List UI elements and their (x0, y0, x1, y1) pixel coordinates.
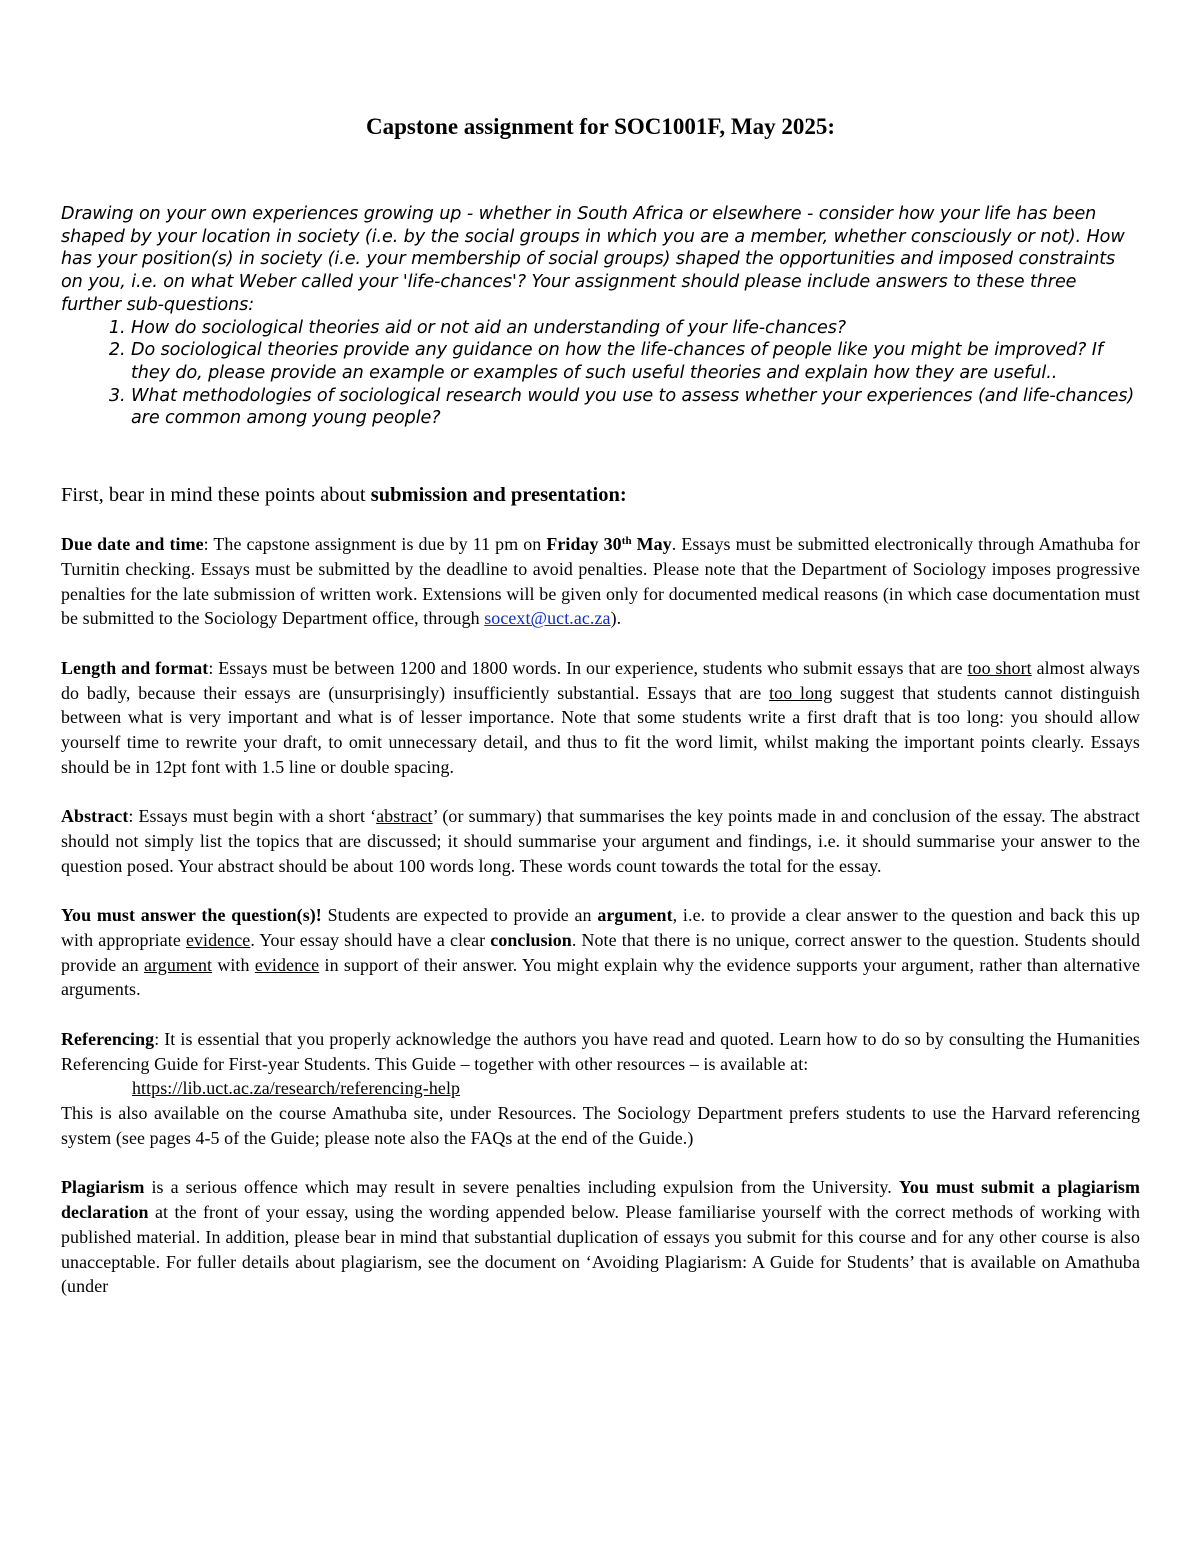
referencing-paragraph (61, 1027, 1140, 1151)
assignment-prompt (61, 203, 1140, 430)
abstract-text-2: ’ (or summary) that summarises the key points made in and conclusion of the essay. The abstract should not simply list the topics that are discussed; it should summarise your argument and findings, i.e. it should summarise your answer to the question posed. Your abstract should be about 100 words long. These words count towards the total for the essay. (61, 806, 1140, 876)
due-text-3: ). (610, 608, 622, 629)
answer-text-3: . Your essay should have a clear (250, 929, 491, 950)
conclusion-bold: conclusion (490, 929, 572, 950)
plagiarism-paragraph (61, 1175, 1140, 1299)
referencing-help-link[interactable]: https://lib.uct.ac.za/research/referencing-help (132, 1078, 461, 1099)
referencing-text-2: This is also available on the course Amathuba site, under Resources. The Sociology Department prefers students to use the Harvard referencing system (see pages 4-5 of the Guide; please note also the FAQs at the end of the Guide.) (61, 1103, 1140, 1148)
evidence-underlined: evidence (185, 929, 251, 950)
evidence-underlined-2: evidence (254, 954, 320, 975)
argument-underlined: argument (144, 954, 213, 975)
answer-text-2: , i.e. to provide a clear answer to the question and back this up with appropriate (61, 905, 1141, 950)
due-text-1: : The capstone assignment is due by 11 pm on (203, 534, 547, 555)
email-link[interactable]: socext@uct.ac.za (484, 608, 611, 629)
prompt-intro: Drawing on your own experiences growing up - whether in South Africa or elsewhere - consider how your life has been shaped by your location in society (i.e. by the social groups in which you are a member, whether consciously or not). How has your position(s) in society (i.e. your membership of social groups) shaped the opportunities and imposed constraints on you, i.e. on what Weber called your 'life-chances'? Your assignment should please include answers to these three further sub-questions: (61, 204, 1125, 315)
abstract-text-1: : Essays must begin with a short ‘ (128, 806, 377, 827)
page-title: Capstone assignment for SOC1001F, May 2025: (366, 114, 835, 139)
argument-bold: argument (597, 905, 673, 926)
length-text-2: almost always do badly, because their essays are (unsurprisingly) insufficiently substantial. Essays that are (61, 657, 1140, 703)
sub-questions-list (61, 317, 1140, 431)
abstract-paragraph (61, 804, 1140, 878)
plagiarism-declaration-bold: You must submit a plagiarism declaration (61, 1177, 1140, 1223)
submission-intro (61, 482, 1140, 508)
length-format-paragraph (61, 656, 1140, 780)
plagiarism-heading: Plagiarism (61, 1177, 145, 1198)
due-date-day: Friday 30 (546, 534, 622, 555)
due-date-month: May (631, 534, 672, 555)
answer-text-5: with (212, 954, 255, 975)
answer-question-paragraph (61, 903, 1140, 1002)
length-format-heading: Length and format (61, 657, 209, 678)
length-text-3: suggest that students cannot distinguish between what is very important and what is of lesser importance. Note that some students write a first draft that is too long: you should allow yourself time to rewrite your draft, to omit unnecessary detail, and thus to fit the word limit, whilst making the important points clearly. Essays should be in 12pt font with 1.5 line or double spacing. (61, 682, 1140, 777)
plagiarism-text-2: at the front of your essay, using the wording appended below. Please familiarise yourself with the correct methods of working with published material. In addition, please bear in mind that substantial duplication of essays you submit for this course and for any other course is also unacceptable. For fuller details about plagiarism, see the document on ‘Avoiding Plagiarism: A Guide for Students’ that is available on Amathuba (under (61, 1202, 1140, 1297)
submission-intro-lead: First, bear in mind these points about (61, 484, 371, 507)
length-text-1: : Essays must be between 1200 and 1800 words. In our experience, students who submit essays that are (208, 657, 968, 678)
due-date-heading: Due date and time (61, 534, 204, 555)
sub-question-3: 3. What methodologies of sociological research would you use to assess whether your experiences (and life-chances) are common among young people? (131, 385, 1140, 430)
plagiarism-text-1: is a serious offence which may result in severe penalties including expulsion from the University. (144, 1177, 899, 1198)
due-text-2: . Essays must be submitted electronically through Amathuba for Turnitin checking. Essays must be submitted by the deadline to avoid penalties. Please note that the Department of Sociology imposes progressive penalties for the late submission of written work. Extensions will be given only for documented medical reasons (in which case documentation must be submitted to the Sociology Department office, through (61, 534, 1140, 629)
referencing-heading: Referencing (61, 1028, 155, 1049)
referencing-text-1: : It is essential that you properly acknowledge the authors you have read and quoted. Learn how to do so by consulting the Humanities Referencing Guide for First-year Students. This Guide – together with other resources – is available at: (61, 1028, 1140, 1074)
answer-text-1: Students are expected to provide an (321, 905, 598, 926)
answer-text-6: in support of their answer. You might explain why the evidence supports your argument, rather than alternative arguments. (61, 954, 1140, 1000)
sub-question-1: 1. How do sociological theories aid or not aid an understanding of your life-chances? (131, 317, 1140, 340)
submission-intro-bold: submission and presentation: (370, 484, 627, 507)
due-date-bold (546, 534, 671, 554)
referencing-url-line (61, 1076, 1140, 1101)
sub-question-2: 2. Do sociological theories provide any guidance on how the life-chances of people like you might be improved? If they do, please provide an example or examples of such useful theories and explain how they are useful.. (131, 339, 1140, 384)
abstract-heading: Abstract (61, 806, 129, 827)
due-date-suffix: th (621, 535, 632, 548)
too-long-underlined: too long (769, 682, 833, 703)
answer-text-4: . Note that there is no unique, correct answer to the question. Students should provide an (61, 929, 1140, 975)
due-date-paragraph (61, 532, 1140, 631)
answer-question-heading: You must answer the question(s)! (61, 905, 322, 926)
too-short-underlined: too short (967, 657, 1032, 678)
abstract-underlined: abstract (376, 806, 433, 827)
